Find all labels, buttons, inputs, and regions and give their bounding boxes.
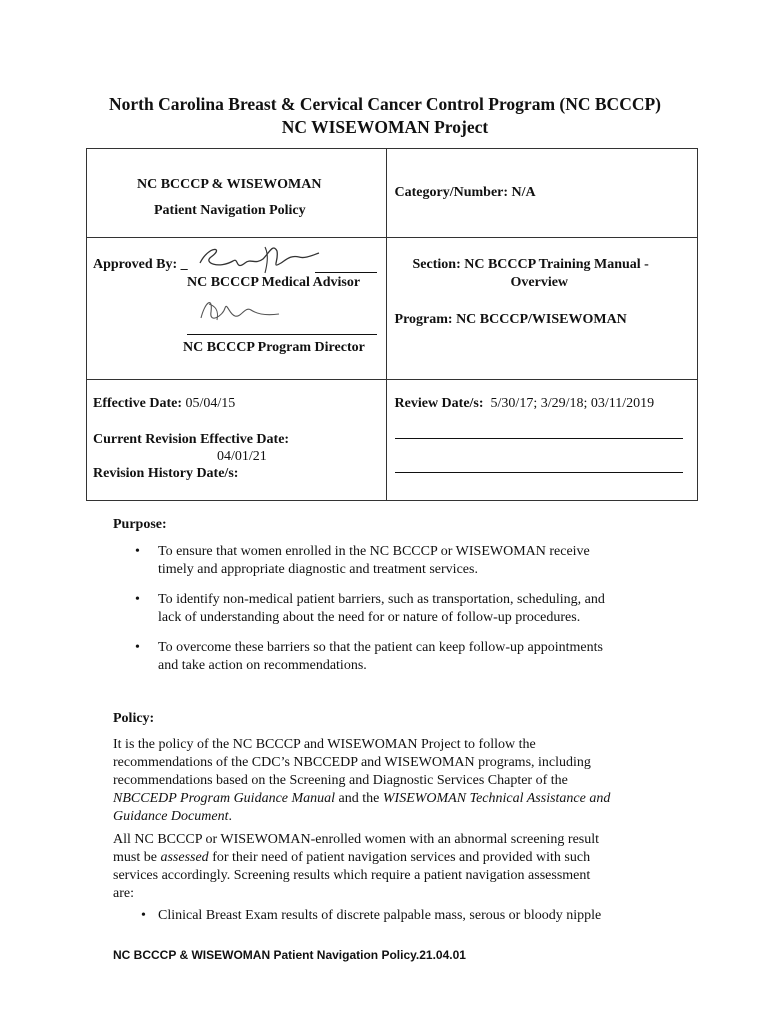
review-blank-line-1 [395,438,683,439]
program-director-title: NC BCCCP Program Director [183,340,365,355]
program-name: Program: NC BCCCP/WISEWOMAN [394,312,627,327]
policy-paragraph-2: All NC BCCCP or WISEWOMAN-enrolled women with an abnormal screening result must be assessed for their need of patient navigation services and provided with such services accordingly. Screening results which require a patient navigation assessment are: [113,832,600,901]
policy-name-line2: Patient Navigation Policy [154,203,306,218]
section-line2: Overview [510,275,569,290]
list-item: • Clinical Breast Exam results of discrete palpable mass, serous or bloody nipple [141,908,602,923]
medical-advisor-signature [195,241,325,279]
category-number: Category/Number: N/A [394,185,536,200]
current-revision-label: Current Revision Effective Date: [93,432,290,447]
program-director-signature [195,294,285,328]
list-item: • To overcome these barriers so that the patient can keep follow-up appointments and take action on recommendations. [135,640,603,673]
medical-advisor-title: NC BCCCP Medical Advisor [187,275,361,290]
document-title-line2: NC WISEWOMAN Project [281,117,489,137]
purpose-heading: Purpose: [113,517,167,532]
review-dates: Review Date/s: 5/30/17; 3/29/18; 03/11/2019 [394,396,655,411]
document-title-line1: North Carolina Breast & Cervical Cancer Control Program (NC BCCCP) [109,94,661,114]
page-footer: NC BCCCP & WISEWOMAN Patient Navigation Policy.21.04.01 [113,948,466,962]
list-item: • To identify non-medical patient barriers, such as transportation, scheduling, and lack of understanding about the need for or nature of follow-up procedures. [135,592,605,625]
purpose-list [113,543,673,675]
effective-date: Effective Date: 05/04/15 [93,396,236,411]
purpose-section [113,516,673,687]
current-revision-value: 04/01/21 [217,449,267,464]
policy-heading: Policy: [113,711,155,726]
review-blank-line-2 [395,472,683,473]
policy-info-table [86,148,698,501]
policy-name-line1: NC BCCCP & WISEWOMAN [137,177,322,192]
section-line1: Section: NC BCCCP Training Manual - [412,257,649,272]
policy-paragraph-1: It is the policy of the NC BCCCP and WISEWOMAN Project to follow the recommendations of the CDC’s NBCCEDP and WISEWOMAN programs, including recommendations based on the Screening and Diagnostic Services Chapter of the NBCCEDP Program Guidance Manual and the WISEWOMAN Technical Assistance and Guidance Document. [113,737,611,824]
program-director-signature-line [187,334,377,335]
list-item: • To ensure that women enrolled in the NC BCCCP or WISEWOMAN receive timely and appropriate diagnostic and treatment services. [135,544,590,577]
policy-section [113,710,673,925]
medical-advisor-signature-line [315,272,377,273]
revision-history-label: Revision History Date/s: [93,466,239,481]
approved-by-label: Approved By: _ [93,257,188,272]
